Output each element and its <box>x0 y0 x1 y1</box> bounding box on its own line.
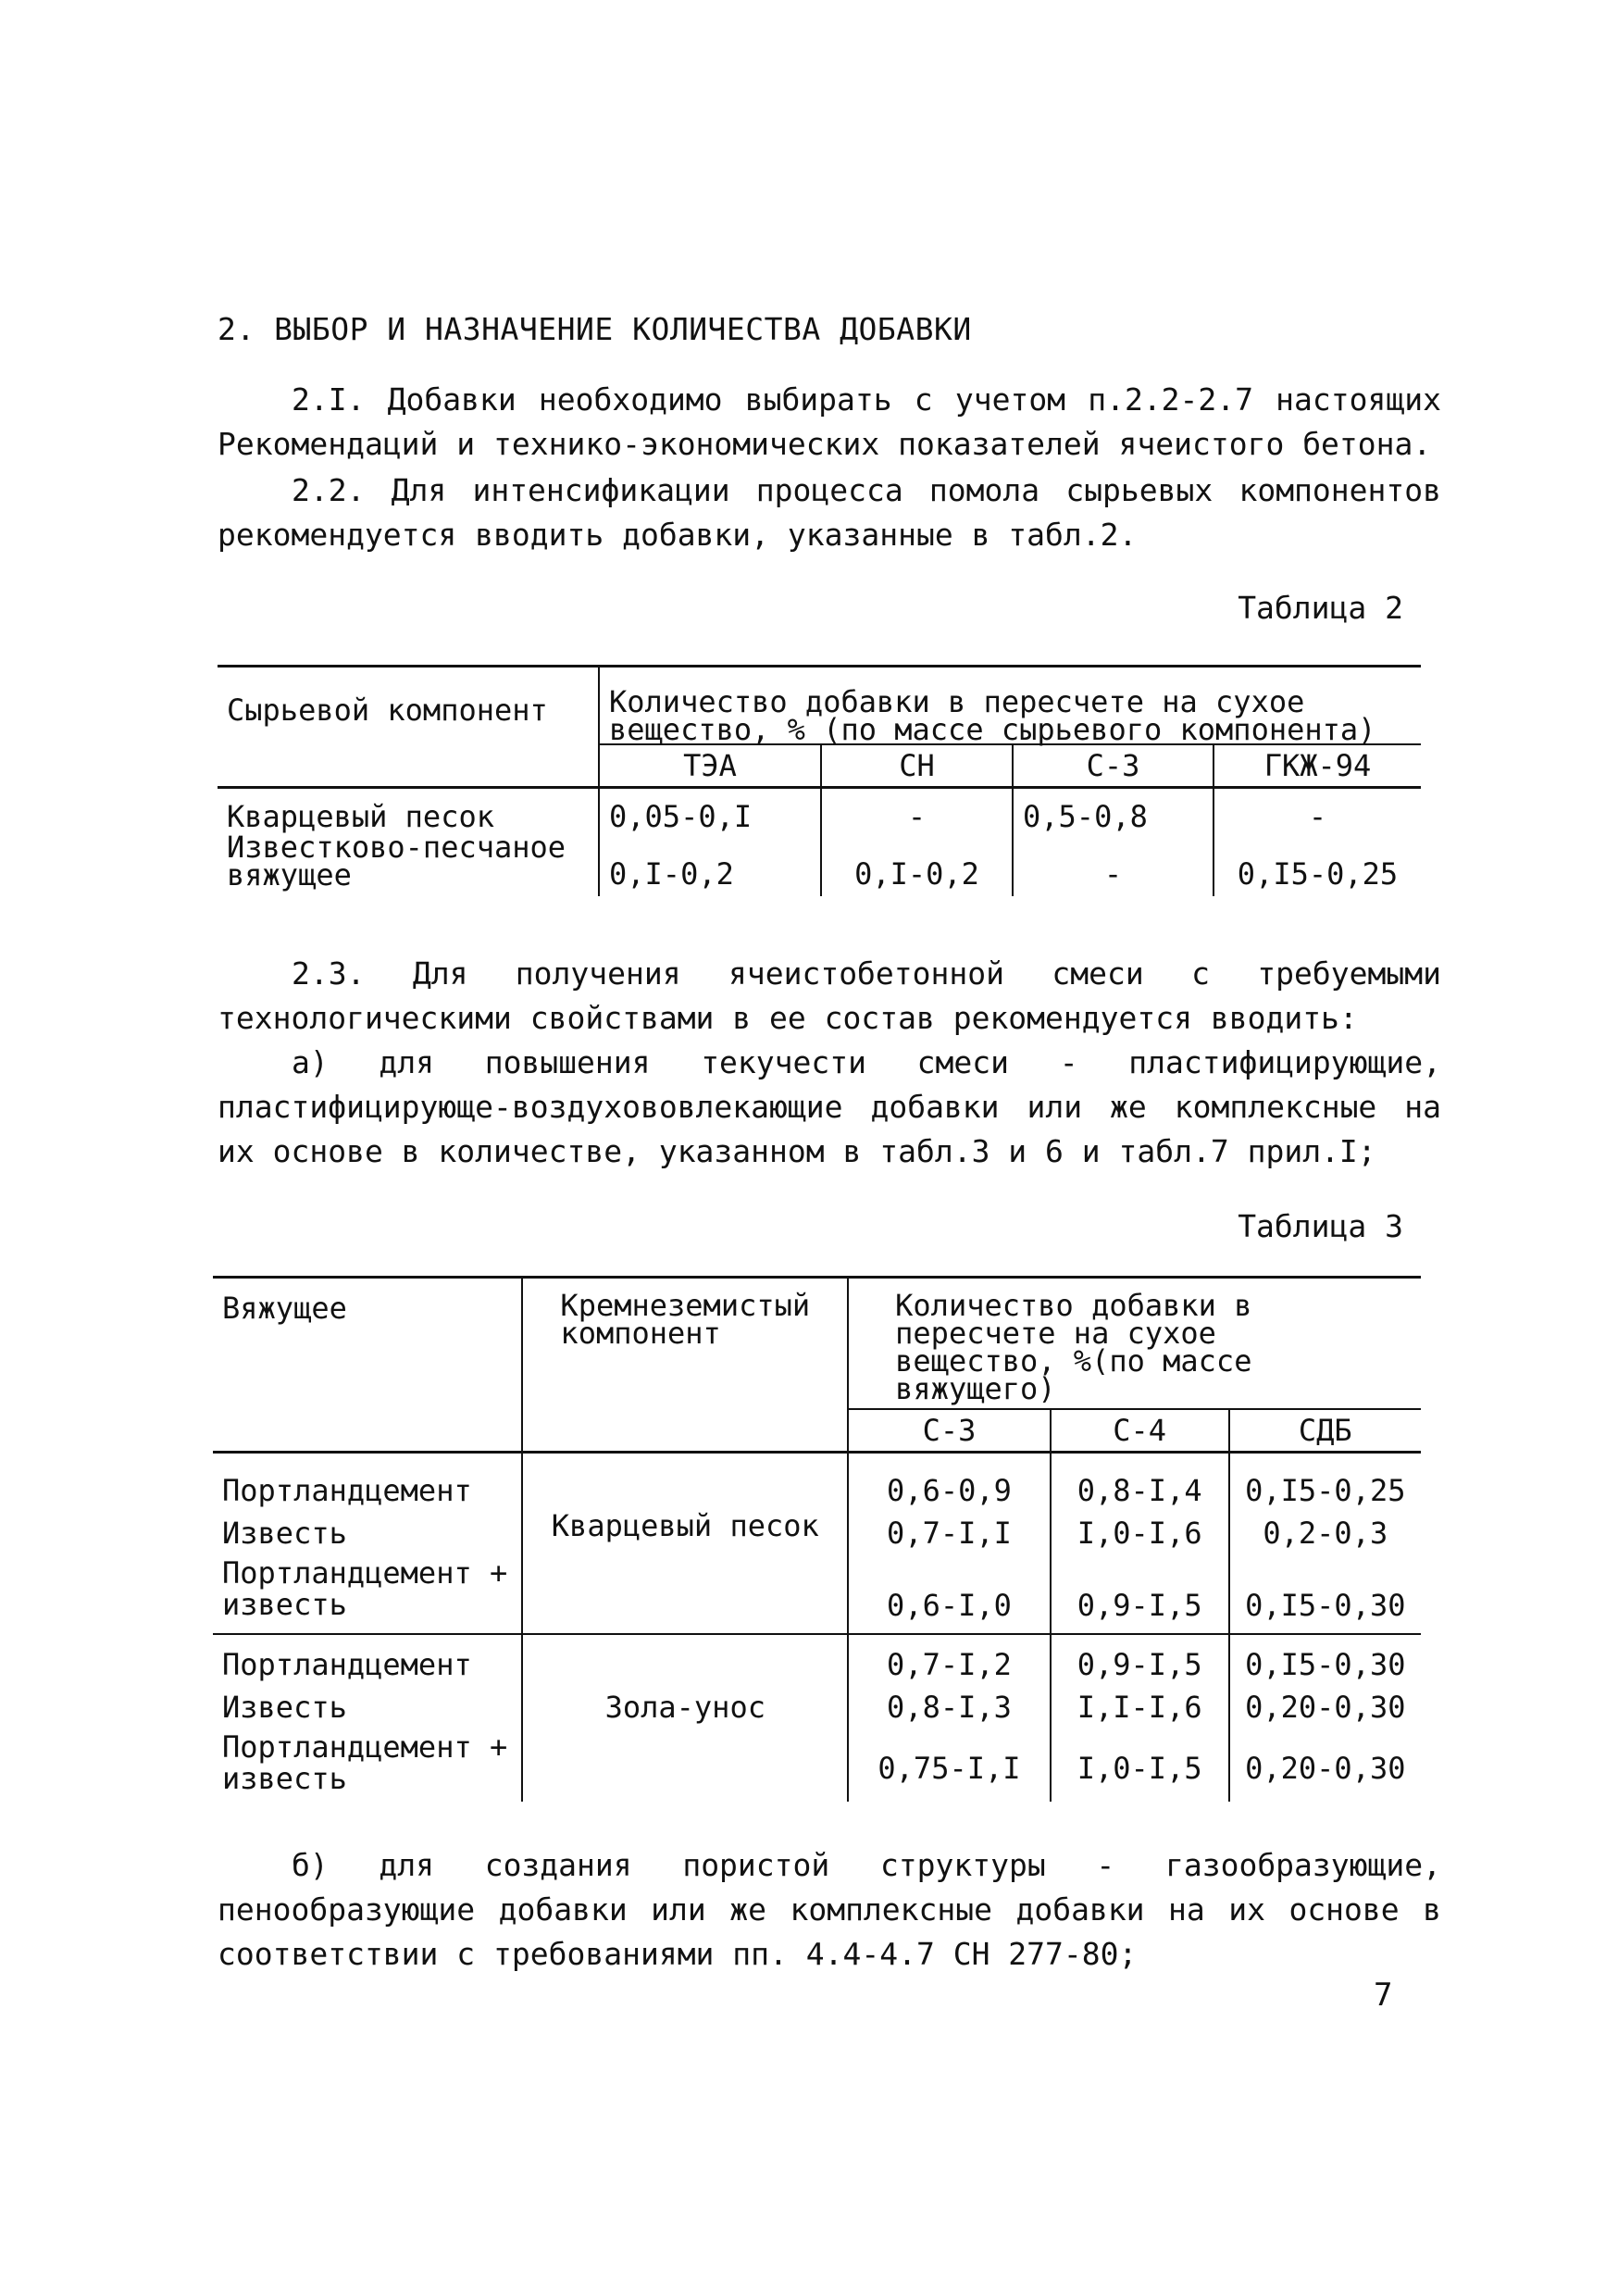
paragraph-2-1: 2.I. Добавки необходимо выбирать с учетом п.2.2-2.7 настоящих Рекомендаций и технико-экономических показателей ячеистого бетона. <box>218 381 1441 462</box>
table3-cell: 0,8-I,3 <box>848 1681 1051 1724</box>
table3-cell: 0,I5-0,30 <box>1229 1634 1421 1681</box>
table3-binder: Портландцемент + известь <box>222 1729 508 1796</box>
table3-binder: Портландцемент + известь <box>222 1555 508 1622</box>
table2-cell: - <box>1013 833 1214 896</box>
table3-cell: 0,20-0,30 <box>1229 1724 1421 1802</box>
table3-head-amount: Количество добавки в пересчете на сухое вещество, %(по массе вяжущего) <box>848 1278 1421 1410</box>
table3-col-s3: С-3 <box>848 1409 1051 1453</box>
table3-binder: Портландцемент <box>222 1647 472 1682</box>
table2-cell: 0,5-0,8 <box>1013 788 1214 834</box>
table2-col-tea: ТЭА <box>599 744 821 788</box>
table2-cell: 0,I5-0,25 <box>1214 833 1421 896</box>
table3-cell: 0,9-I,5 <box>1051 1550 1229 1634</box>
table3-cell: 0,9-I,5 <box>1051 1634 1229 1681</box>
table2-cell: 0,I-0,2 <box>821 833 1013 896</box>
table-row <box>218 788 1421 834</box>
table-row <box>213 1453 1421 1508</box>
table2-col-sn: СН <box>821 744 1013 788</box>
table2-col-s3: С-3 <box>1013 744 1214 788</box>
table3-col-s4: С-4 <box>1051 1409 1229 1453</box>
table3-cell: 0,I5-0,30 <box>1229 1550 1421 1634</box>
table3-cell: 0,7-I,2 <box>848 1634 1051 1681</box>
page-number: 7 <box>1374 1977 1393 2014</box>
paragraph-2-3b: б) для создания пористой структуры - газообразующие, пенообразующие добавки или же комплексные добавки на их основе в соответствии с требованиями пп. 4.4-4.7 СН 277-80; <box>218 1847 1441 1972</box>
table3-cell: 0,I5-0,25 <box>1229 1453 1421 1508</box>
table3-cell: 0,6-0,9 <box>848 1453 1051 1508</box>
table2-cell: - <box>1214 788 1421 834</box>
paragraph-2-3: 2.3. Для получения ячеистобетонной смеси с требуемыми технологическими свойствами в ее состав рекомендуется вводить: <box>218 955 1441 1036</box>
table3-silica-group: Кварцевый песок <box>522 1453 848 1635</box>
table2-row-name: Известково-песчаное вяжущее <box>227 830 566 892</box>
table3-binder: Известь <box>222 1690 347 1725</box>
table2-cell: 0,I-0,2 <box>599 833 821 896</box>
table3-cell: 0,7-I,I <box>848 1507 1051 1550</box>
table2-cell: 0,05-0,I <box>599 788 821 834</box>
table2-cell: - <box>821 788 1013 834</box>
table-2 <box>218 665 1421 896</box>
table3-head-binder: Вяжущее <box>222 1291 347 1326</box>
table3-cell: 0,8-I,4 <box>1051 1453 1229 1508</box>
table-row <box>218 833 1421 896</box>
table2-head-component: Сырьевой компонент <box>227 693 548 728</box>
section-heading: 2. ВЫБОР И НАЗНАЧЕНИЕ КОЛИЧЕСТВА ДОБАВКИ <box>218 311 972 347</box>
table2-caption: Таблица 2 <box>1238 590 1403 626</box>
table3-cell: 0,75-I,I <box>848 1724 1051 1802</box>
table3-silica-group: Зола-унос <box>522 1634 848 1802</box>
table2-head-amount: Количество добавки в пересчете на сухое вещество, % (по массе сырьевого компонента) <box>599 667 1421 745</box>
table3-cell: 0,2-0,3 <box>1229 1507 1421 1550</box>
table-row <box>213 1634 1421 1681</box>
table3-caption: Таблица 3 <box>1238 1208 1403 1244</box>
table2-col-gkzh94: ГКЖ-94 <box>1214 744 1421 788</box>
table3-binder: Портландцемент <box>222 1473 472 1508</box>
table3-cell: I,0-I,5 <box>1051 1724 1229 1802</box>
table3-cell: 0,20-0,30 <box>1229 1681 1421 1724</box>
table2-row-name: Кварцевый песок <box>227 799 494 834</box>
table3-head-silica: Кремнеземистый компонент <box>522 1278 848 1453</box>
table3-cell: I,0-I,6 <box>1051 1507 1229 1550</box>
table3-cell: 0,6-I,0 <box>848 1550 1051 1634</box>
table3-col-sdb: СДБ <box>1229 1409 1421 1453</box>
paragraph-2-3a: а) для повышения текучести смеси - пластифицирующие, пластифицирующе-воздухововлекающие добавки или же комплексные на их основе в количестве, указанном в табл.3 и 6 и табл.7 прил.I; <box>218 1044 1441 1169</box>
paragraph-2-2: 2.2. Для интенсификации процесса помола сырьевых компонентов рекомендуется вводить добавки, указанные в табл.2. <box>218 472 1441 553</box>
table-3 <box>213 1276 1421 1802</box>
table3-binder: Известь <box>222 1516 347 1551</box>
table3-cell: I,I-I,6 <box>1051 1681 1229 1724</box>
